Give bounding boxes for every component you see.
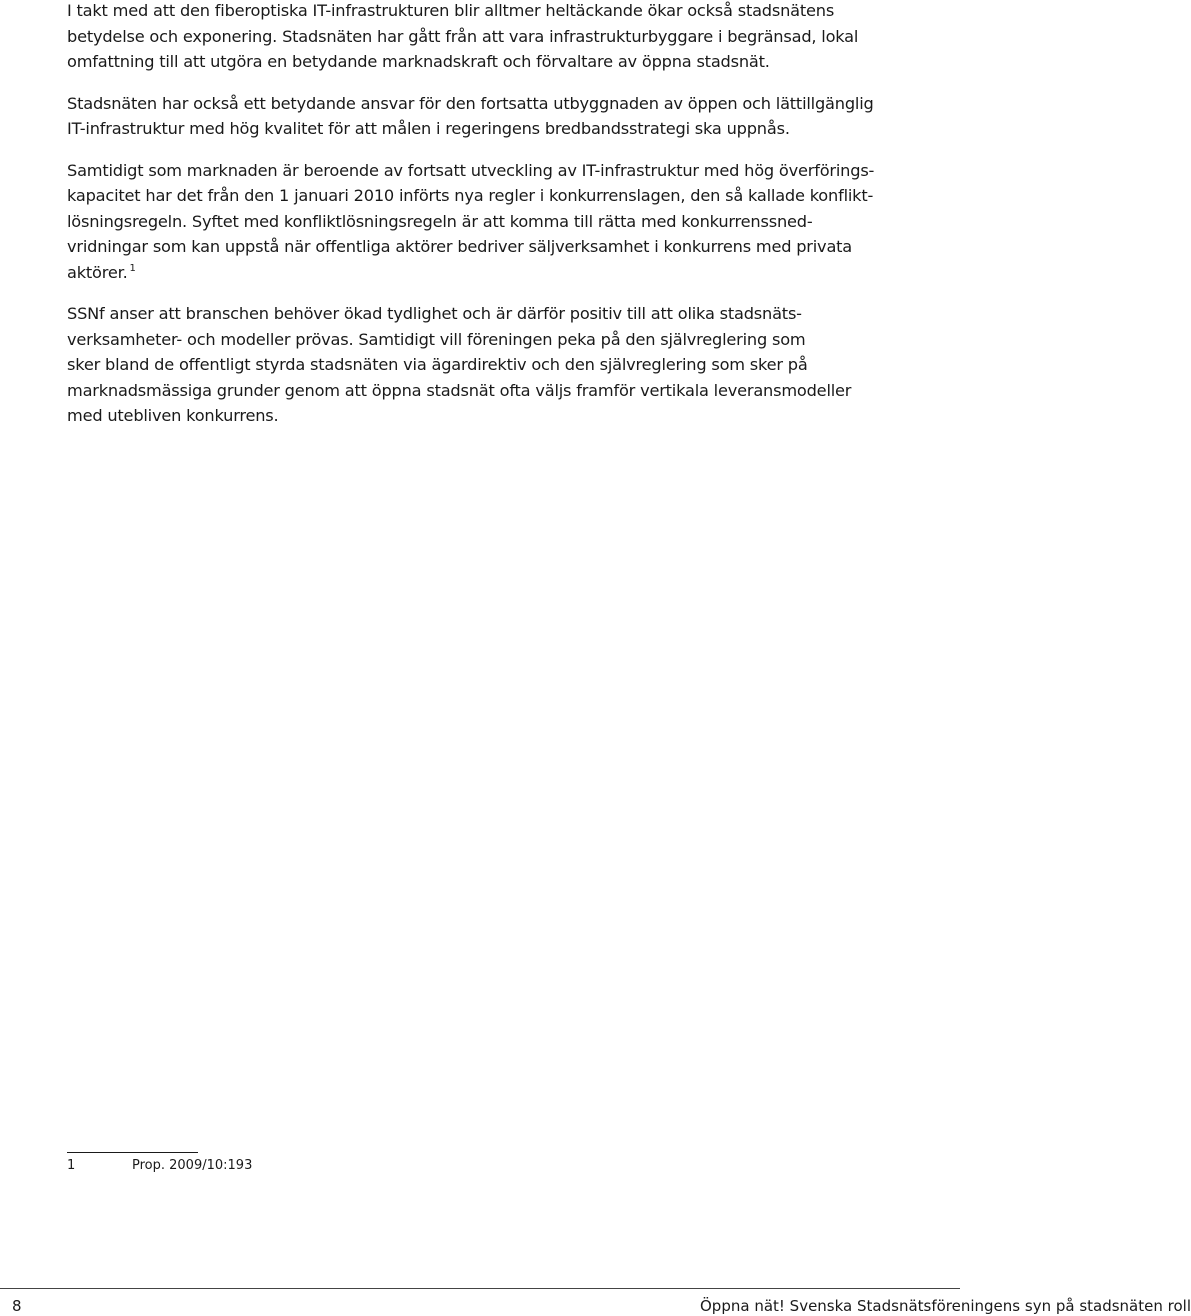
paragraph-line: sker bland de offentligt styrda stadsnäten via ägardirektiv och den självreglering som sker på [67,355,808,374]
paragraph-line [67,260,847,286]
paragraph-line: marknadsmässiga grunder genom att öppna stadsnät ofta väljs framför vertikala leveransmodeller [67,380,852,400]
paragraph-line-text: aktörer. [67,262,128,282]
footnote [67,1157,252,1175]
footnote-number: 1 [67,1158,76,1173]
paragraph-line: Samtidigt som marknaden är beroende av fortsatt utveckling av IT-infrastruktur med hög överförings- [67,160,875,180]
paragraph-line: betydelse och exponering. Stadsnäten har gått från att vara infrastrukturbyggare i begränsad, lokal [67,26,859,46]
paragraph-line: omfattning till att utgöra en betydande marknadskraft och förvaltare av öppna stadsnät. [67,52,770,71]
footer-divider [0,1288,960,1289]
paragraph-line: Stadsnäten har också ett betydande ansvar för den fortsatta utbyggnaden av öppen och lättillgänglig [67,93,874,113]
footnote-reference[interactable]: 1 [129,263,136,275]
paragraph-line: SSNf anser att branschen behöver ökad tydlighet och är därför positiv till att olika stadsnäts- [67,304,802,323]
footnote-text: Prop. 2009/10:193 [132,1158,253,1173]
footnote-divider [67,1152,198,1153]
paragraph-line: IT-infrastruktur med hög kvalitet för att målen i regeringens bredbandsstrategi ska uppnås. [67,119,790,138]
paragraph-line: vridningar som kan uppstå när offentliga aktörer bedriver säljverksamhet i konkurrens med privata [67,237,853,256]
paragraph-line: med utebliven konkurrens. [67,406,279,425]
page-number: 8 [12,1297,22,1315]
paragraph-2 [67,91,874,142]
paragraph-line: verksamheter- och modeller prövas. Samtidigt vill föreningen peka på den självreglering som [67,329,806,349]
running-footer-title: Öppna nät! Svenska Stadsnätsföreningens syn på stadsnäten roll [700,1297,1191,1315]
paragraph-line: kapacitet har det från den 1 januari 2010 införts nya regler i konkurrenslagen, den så kallade konflikt- [67,186,874,205]
paragraph-line: lösningsregeln. Syftet med konfliktlösningsregeln är att komma till rätta med konkurrenssned- [67,211,813,231]
paragraph-line: I takt med att den fiberoptiska IT-infrastrukturen blir alltmer heltäckande ökar också stadsnätens [67,1,835,20]
paragraph-3 [67,158,875,286]
paragraph-4 [67,301,852,429]
paragraph-1 [67,0,859,75]
body-text [67,0,875,445]
